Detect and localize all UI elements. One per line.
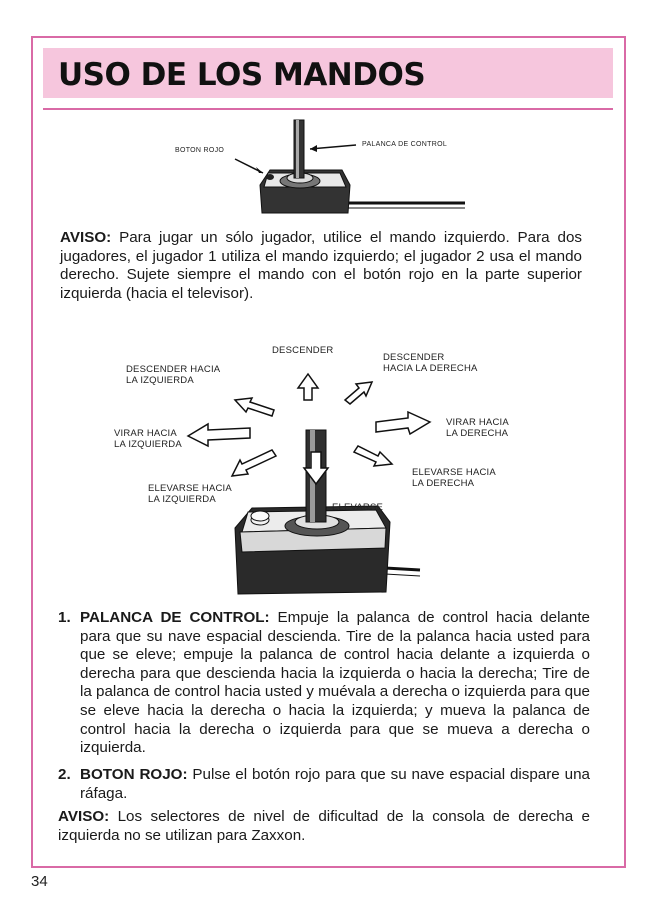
label-rise-left: ELEVARSE HACIA LA IZQUIERDA — [148, 483, 232, 505]
arrow-right — [376, 412, 430, 434]
warning-paragraph-1 — [60, 229, 582, 303]
label-descend: DESCENDER — [272, 345, 334, 356]
label-descend-left: DESCENDER HACIA LA IZQUIERDA — [126, 364, 221, 386]
arrow-up-right — [345, 382, 372, 404]
warning-label-2: AVISO: — [58, 808, 110, 825]
warning-label-1: AVISO: — [60, 229, 112, 246]
arrow-down-left — [232, 450, 276, 476]
item-text: Empuje la palanca de control hacia delante para que su nave espacial descienda. Tire de la palanca hacia usted para que se eleve; empuje la palanca de control hacia delante a izquierda o derecha para que descienda hacia la izquierda o hacia la derecha; Tire de la palanca de control hacia usted y muévala a derecha o izquierda para que se eleve hacia la derecha o hacia la izquierda; y mueva la palanca de control hacia la derecha o izquierda para que se mueva a derecha o izquierda. — [80, 609, 590, 757]
warning-paragraph-2 — [58, 808, 590, 845]
warning-text-1: Para jugar un sólo jugador, utilice el mando izquierdo. Para dos jugadores, el jugador 1 utiliza el mando izquierdo; el jugador 2 usa el mando derecho. Sujete siempre el mando con el botón rojo en la parte superior izquierda (hacia el televisor). — [60, 229, 582, 302]
warning-text-2: Los selectores de nivel de dificultad de la consola de derecha e izquierda no se utilizan para Zaxxon. — [58, 808, 590, 844]
item-paragraph — [80, 609, 590, 758]
arrow-down-right — [354, 446, 392, 466]
item-paragraph — [80, 766, 590, 803]
label-turn-left: VIRAR HACIA LA IZQUIERDA — [114, 428, 182, 450]
item-number: 2. — [58, 766, 71, 783]
label-control-lever: PALANCA DE CONTROL — [362, 141, 448, 148]
item-number: 1. — [58, 609, 71, 626]
joystick-diagram-large — [180, 360, 440, 600]
item-label: PALANCA DE CONTROL: — [80, 609, 270, 626]
label-rise: ELEVARSE — [332, 502, 384, 513]
label-turn-right: VIRAR HACIA LA DERECHA — [446, 417, 509, 439]
arrow-left — [188, 424, 250, 446]
arrow-up-left — [235, 398, 274, 416]
item-label: BOTON ROJO: — [80, 766, 188, 783]
joystick-diagram-small — [230, 115, 480, 225]
label-descend-right: DESCENDER HACIA LA DERECHA — [383, 352, 478, 374]
page-number: 34 — [31, 873, 48, 890]
item-text: Pulse el botón rojo para que su nave espacial dispare una ráfaga. — [80, 766, 590, 802]
arrow-up — [298, 374, 318, 400]
page-title: USO DE LOS MANDOS — [58, 57, 426, 93]
label-rise-right: ELEVARSE HACIA LA DERECHA — [412, 467, 496, 489]
title-divider — [43, 108, 613, 110]
label-red-button: BOTON ROJO — [175, 147, 225, 154]
